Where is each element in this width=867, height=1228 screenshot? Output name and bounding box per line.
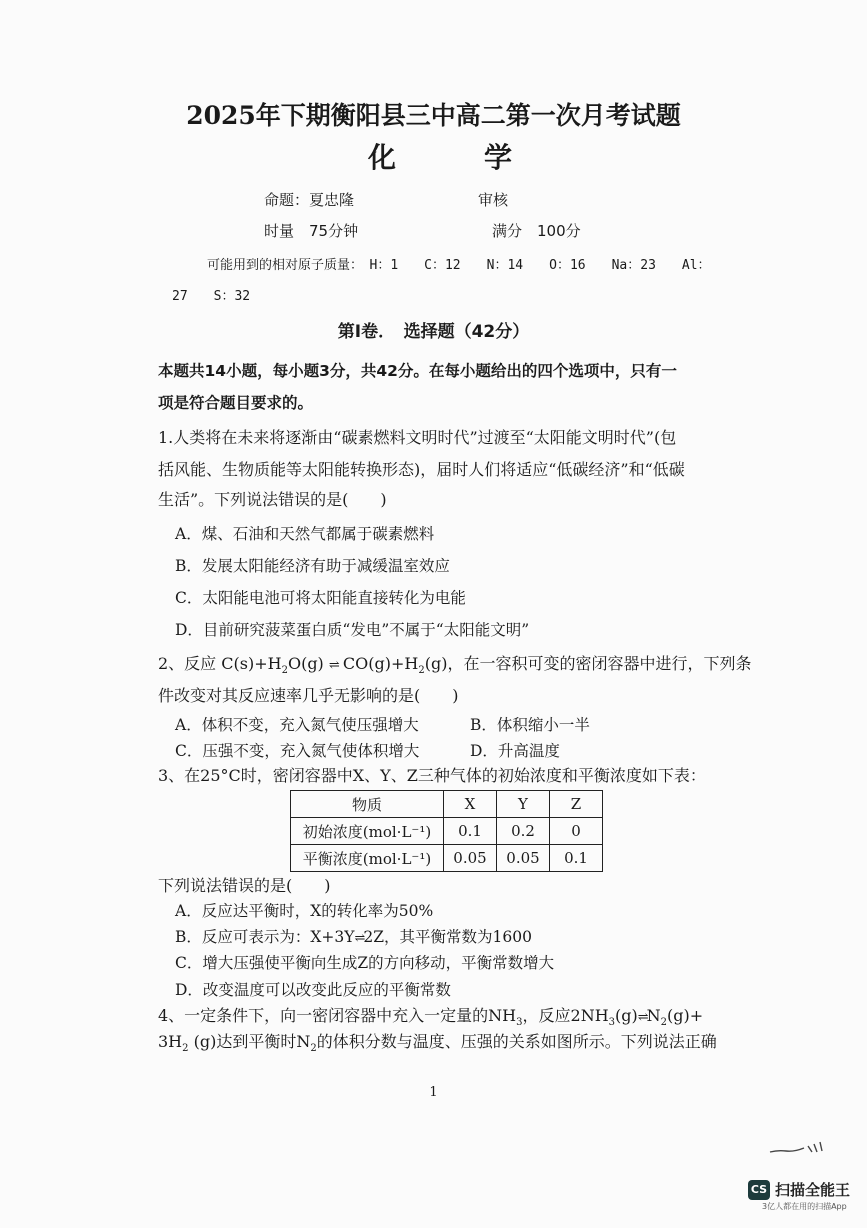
equilibrium-arrow-icon: ⇌ <box>354 931 364 946</box>
q2-stem-part: (g)，在一容积可变的密闭容器中进行，下列条 <box>424 654 752 673</box>
table-row-label: 初始浓度(mol·L⁻¹) <box>291 818 444 845</box>
subject-char-1: 化 <box>368 141 397 174</box>
section-intro-line-2: 项是符合题目要求的。 <box>158 394 314 412</box>
page-number: 1 <box>429 1085 438 1100</box>
concentration-table <box>290 790 603 872</box>
handwritten-mark-icon <box>768 1138 838 1158</box>
score-label: 满分 100分 <box>492 222 581 240</box>
camscanner-name: 扫描全能王 <box>775 1181 851 1199</box>
subject-char-2: 学 <box>484 141 513 174</box>
q3-option-b <box>175 927 532 949</box>
table-cell: 0 <box>550 818 603 845</box>
q1-option-b: B．发展太阳能经济有助于减缓温室效应 <box>175 557 450 575</box>
q4-stem-line-2: $3H_2$ (g)达到平衡时$N_2$的体积分数与温度、压强的关系如图所示。下列说法正确 <box>158 1032 717 1055</box>
q4-stem-part: (g) <box>615 1006 638 1025</box>
q3-option-d: D．改变温度可以改变此反应的平衡常数 <box>175 981 451 999</box>
q1-option-a: A．煤、石油和天然气都属于碳素燃料 <box>175 525 435 543</box>
q2-stem-part: 2、反应 C(s)+H <box>158 654 282 673</box>
author-label: 命题：夏忠隆 <box>264 191 355 209</box>
section-heading: 第Ⅰ卷． 选择题（42分） <box>337 322 530 342</box>
table-cell: 0.1 <box>550 845 603 872</box>
table-row <box>291 845 603 872</box>
table-cell: 0.2 <box>497 818 550 845</box>
q4-stem-part: (g)达到平衡时N <box>188 1032 311 1051</box>
atomic-masses-line-2: 27 S：32 <box>172 289 251 304</box>
table-row <box>291 818 603 845</box>
q2-option-a: A．体积不变，充入氮气使压强增大 <box>175 716 419 734</box>
equilibrium-arrow-icon: ⇌ <box>328 658 338 673</box>
equilibrium-arrow-icon: ⇌ <box>637 1010 647 1025</box>
camscanner-tagline: 3亿人都在用的扫描App <box>762 1202 847 1211</box>
table-row <box>291 791 603 818</box>
q4-stem-part: (g)+ <box>667 1006 704 1025</box>
q3-option-b-part: B．反应可表示为：X+3Y <box>175 928 355 946</box>
atomic-masses-line-1: 可能用到的相对原子质量： H：1 C：12 N：14 O：16 Na：23 Al： <box>207 258 711 273</box>
q2-stem-part: CO(g)+H <box>342 654 419 673</box>
subject-title <box>368 141 513 174</box>
q1-option-d: D．目前研究菠菜蛋白质“发电”不属于“太阳能文明” <box>175 621 530 639</box>
q4-stem-part: 的体积分数与温度、压强的关系如图所示。下列说法正确 <box>316 1032 717 1051</box>
table-header-cell: 物质 <box>291 791 444 818</box>
camscanner-logo-icon: CS <box>748 1180 770 1200</box>
q1-option-c: C．太阳能电池可将太阳能直接转化为电能 <box>175 589 466 607</box>
q4-stem-part: ，反应2NH <box>522 1006 609 1025</box>
q4-stem-part: N <box>646 1006 661 1025</box>
q3-option-a: A．反应达平衡时，X的转化率为50% <box>175 902 434 920</box>
time-label: 时量 75分钟 <box>264 222 359 240</box>
table-cell: 0.05 <box>444 845 497 872</box>
q2-option-c: C．压强不变，充入氮气使体积增大 <box>175 742 420 760</box>
q3-option-c: C．增大压强使平衡向生成Z的方向移动，平衡常数增大 <box>175 954 555 972</box>
q4-stem-line-1: 4、一定条件下，向一密闭容器中充入一定量的$NH_3$，反应$2NH_3(g)\rightleftharpoons N_2(g)+$ <box>158 1006 704 1029</box>
q1-stem-line-3: 生活”。下列说法错误的是( ) <box>158 490 387 509</box>
q2-option-d: D．升高温度 <box>470 742 560 760</box>
table-header-cell: Y <box>497 791 550 818</box>
q2-stem-line-2: 件改变对其反应速率几乎无影响的是( ) <box>158 686 459 705</box>
q1-stem-line-1: 1.人类将在未来将逐渐由“碳素燃料文明时代”过渡至“太阳能文明时代”(包 <box>158 428 677 447</box>
reviewer-label: 审核 <box>478 191 509 209</box>
q3-stem-line-2: 下列说法错误的是( ) <box>158 876 331 895</box>
table-header-cell: X <box>444 791 497 818</box>
q2-stem-part: O(g) <box>287 654 324 673</box>
q1-stem-line-2: 括风能、生物质能等太阳能转换形态)，届时人们将适应“低碳经济”和“低碳 <box>158 460 685 479</box>
q4-stem-part: 4、一定条件下，向一密闭容器中充入一定量的NH <box>158 1006 517 1025</box>
q4-stem-part: 3H <box>158 1032 183 1051</box>
table-row-label: 平衡浓度(mol·L⁻¹) <box>291 845 444 872</box>
section-intro-line-1: 本题共14小题，每小题3分，共42分。在每小题给出的四个选项中，只有一 <box>158 362 677 380</box>
table-cell: 0.05 <box>497 845 550 872</box>
q3-stem-line-1: 3、在25°C时，密闭容器中X、Y、Z三种气体的初始浓度和平衡浓度如下表： <box>158 766 706 785</box>
q3-option-b-part: 2Z，其平衡常数为1600 <box>363 928 533 946</box>
table-cell: 0.1 <box>444 818 497 845</box>
exam-title: 2025年下期衡阳县三中高二第一次月考试题 <box>186 101 681 130</box>
q2-stem-line-1: 2、反应 $C(s)+H_2O(g)$ ⇌ $CO(g)+H_2(g)$，在一容积可变的密闭容器中进行，下列条 <box>158 654 752 677</box>
q2-option-b: B．体积缩小一半 <box>470 716 590 734</box>
table-header-cell: Z <box>550 791 603 818</box>
